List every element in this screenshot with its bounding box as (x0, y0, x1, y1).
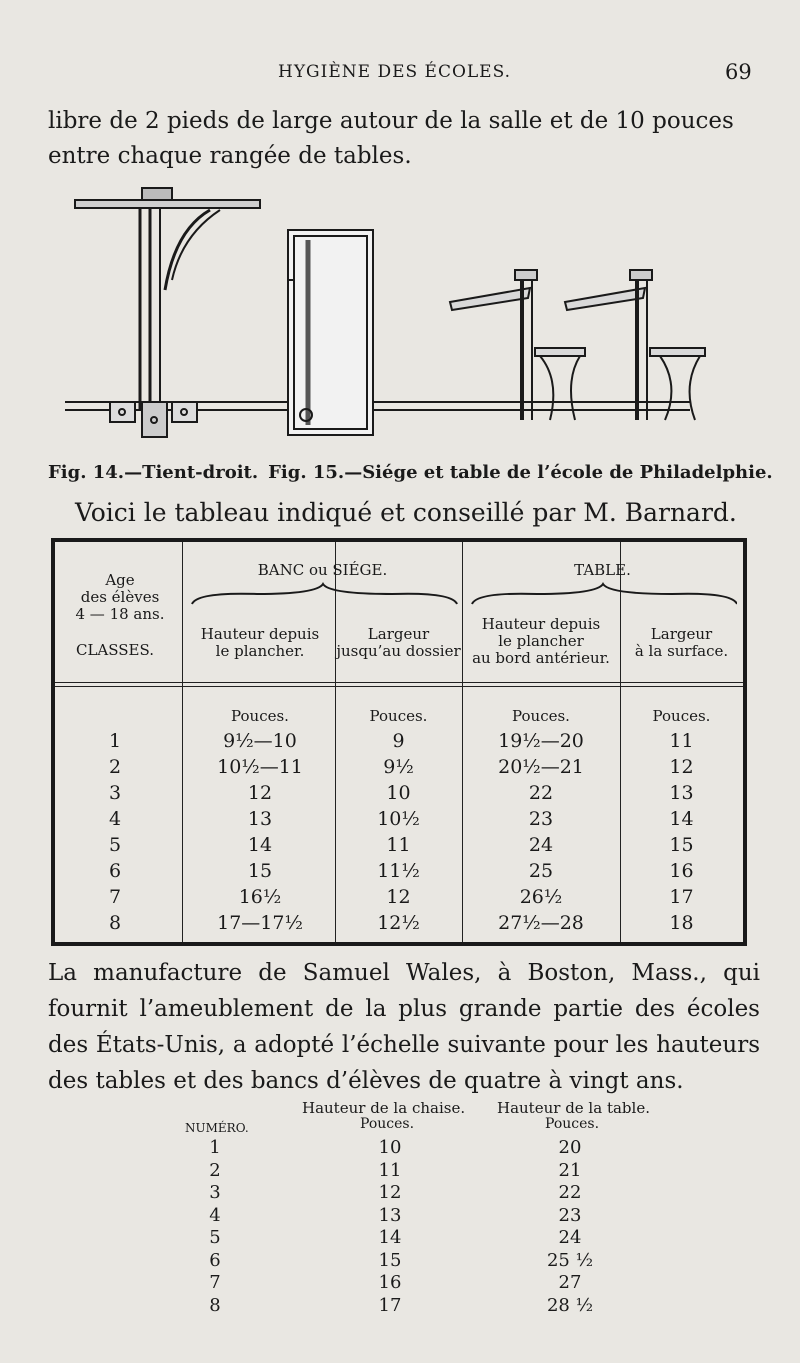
cell-classe: 2 (108, 756, 122, 778)
unit-label: Pouces. (369, 707, 428, 725)
cell-n: 5 (209, 1227, 221, 1248)
table-row (180, 1137, 680, 1159)
fig14-caption: —Tient-droit. (124, 462, 259, 483)
cell-chaise: 10 (378, 1137, 402, 1158)
unit-label: Pouces. (231, 707, 289, 725)
fig15-caption: —Siége et table de l’école de Philadelphie. (344, 462, 773, 483)
paragraph-2: La manufacture de Samuel Wales, à Boston, Mass., qui fournit l’ameublement de la plus grande partie des écoles des États-Unis, a adopté l’échelle suivante pour les hauteurs des tables et des bancs d’élèves de quatre à vingt ans. (48, 960, 760, 1094)
table-row (55, 834, 743, 859)
cell-banc-l: 12½ (377, 912, 420, 934)
cell-table: 28 ½ (546, 1294, 594, 1316)
cell-banc-h: 9½—10 (223, 730, 297, 752)
cell-table-h: 27½—28 (498, 912, 584, 934)
cell-banc-l: 11½ (377, 860, 420, 882)
cell-banc-l: 11 (386, 834, 411, 856)
cell-table-l: 17 (669, 886, 694, 908)
running-header (0, 62, 800, 92)
cell-table-l: 13 (669, 782, 694, 804)
cell-chaise: 14 (378, 1227, 402, 1248)
cell-chaise: 16 (378, 1272, 402, 1293)
table-row (55, 782, 743, 807)
cell-banc-l: 9 (392, 730, 405, 752)
col-banc-largeur: Largeur jusqu’au dossier (336, 625, 461, 660)
cell-table: 22 (558, 1182, 582, 1203)
fig14-tient-droit-drawing (65, 188, 690, 437)
col-banc-hauteur: Hauteur depuis le plancher. (200, 625, 320, 660)
cell-table-h: 26½ (519, 886, 563, 908)
cell-table: 20 (558, 1137, 582, 1158)
cell-table-h: 22 (528, 782, 554, 804)
unit-label: Pouces. (652, 707, 711, 725)
cell-table-l: 14 (669, 808, 694, 830)
cell-chaise: 12 (378, 1182, 402, 1203)
fig14-board-drawing (288, 230, 373, 435)
table-row (180, 1295, 680, 1317)
cell-table: 24 (558, 1227, 582, 1248)
unit-label: Pouces. (360, 1116, 415, 1132)
col-table-hauteur: Hauteur depuis le plancher au bord antérieur. (472, 615, 610, 667)
col-table-largeur: Largeur à la surface. (634, 625, 729, 660)
cell-n: 7 (209, 1272, 221, 1293)
cell-table-l: 16 (669, 860, 694, 882)
cell-banc-l: 10½ (377, 808, 420, 830)
table-row (180, 1272, 680, 1294)
table-row (180, 1250, 680, 1272)
cell-banc-h: 14 (247, 834, 273, 856)
table-row (180, 1227, 680, 1249)
figures-illustration (60, 180, 760, 450)
table-row (180, 1205, 680, 1227)
table-header: TABLE. (574, 561, 631, 579)
cell-table-h: 20½—21 (498, 756, 584, 778)
col-table-header: Hauteur de la table. (497, 1099, 650, 1117)
paragraph-1: libre de 2 pieds de large autour de la salle et de 10 pouces entre chaque rangée de tables. (48, 108, 734, 169)
cell-table-l: 12 (669, 756, 694, 778)
cell-classe: 1 (108, 730, 122, 752)
fig14-label: Fig. 14. (48, 462, 125, 483)
fig15-seat-and-table-drawing (450, 270, 705, 420)
col-numero-header: NUMÉRO. (185, 1121, 249, 1135)
col-chaise-header: Hauteur de la chaise. (302, 1099, 466, 1117)
cell-table-h: 19½—20 (498, 730, 584, 752)
cell-banc-h: 12 (247, 782, 273, 804)
cell-banc-h: 15 (247, 860, 273, 882)
cell-banc-l: 10 (386, 782, 411, 804)
cell-n: 2 (209, 1159, 221, 1181)
table-intro: Voici le tableau indiqué et conseillé par M. Barnard. (75, 498, 737, 527)
cell-classe: 6 (108, 860, 122, 882)
table-row (55, 860, 743, 885)
cell-banc-h: 10½—11 (217, 756, 303, 778)
unit-label: Pouces. (545, 1116, 600, 1132)
cell-chaise: 15 (378, 1249, 402, 1271)
table-row (55, 730, 743, 755)
barnard-table (51, 538, 747, 946)
cell-table: 25 ½ (546, 1249, 594, 1271)
cell-banc-h: 17—17½ (217, 912, 303, 934)
banc-header: BANC ou SIÉGE. (257, 561, 388, 579)
cell-table-l: 18 (669, 912, 694, 934)
cell-banc-h: 13 (247, 808, 273, 830)
cell-chaise: 17 (378, 1294, 402, 1316)
cell-chaise: 13 (378, 1204, 402, 1226)
cell-n: 3 (209, 1182, 221, 1203)
table-row (55, 912, 743, 937)
figure-captions (48, 462, 773, 483)
cell-table-h: 24 (528, 834, 554, 856)
cell-n: 1 (209, 1137, 221, 1158)
table-row (55, 886, 743, 911)
header-braces (187, 582, 737, 612)
cell-table: 27 (558, 1272, 582, 1293)
cell-table-l: 11 (669, 730, 694, 752)
cell-table-h: 25 (528, 860, 554, 882)
cell-table-l: 15 (669, 834, 694, 856)
cell-classe: 7 (108, 886, 122, 908)
cell-n: 8 (209, 1294, 221, 1316)
table-row (55, 756, 743, 781)
cell-banc-l: 9½ (383, 756, 414, 778)
cell-chaise: 11 (378, 1159, 402, 1181)
table-row (180, 1160, 680, 1182)
cell-n: 4 (209, 1204, 221, 1226)
cell-classe: 8 (108, 912, 122, 934)
cell-table: 23 (558, 1204, 582, 1226)
cell-banc-l: 12 (386, 886, 411, 908)
cell-classe: 5 (108, 834, 122, 856)
cell-table: 21 (558, 1159, 582, 1181)
cell-n: 6 (209, 1249, 221, 1271)
running-title: HYGIÈNE DES ÉCOLES. (278, 62, 512, 82)
wales-table (180, 1095, 700, 1335)
page-number: 69 (725, 60, 752, 84)
classes-header: CLASSES. (75, 641, 155, 659)
table-row (55, 808, 743, 833)
table-row (180, 1182, 680, 1204)
cell-banc-h: 16½ (238, 886, 282, 908)
cell-classe: 4 (108, 808, 122, 830)
cell-classe: 3 (108, 782, 122, 804)
cell-table-h: 23 (528, 808, 554, 830)
fig15-label: Fig. 15. (268, 462, 345, 483)
age-header: Age des élèves 4 — 18 ans. (75, 571, 165, 623)
unit-label: Pouces. (512, 707, 570, 725)
